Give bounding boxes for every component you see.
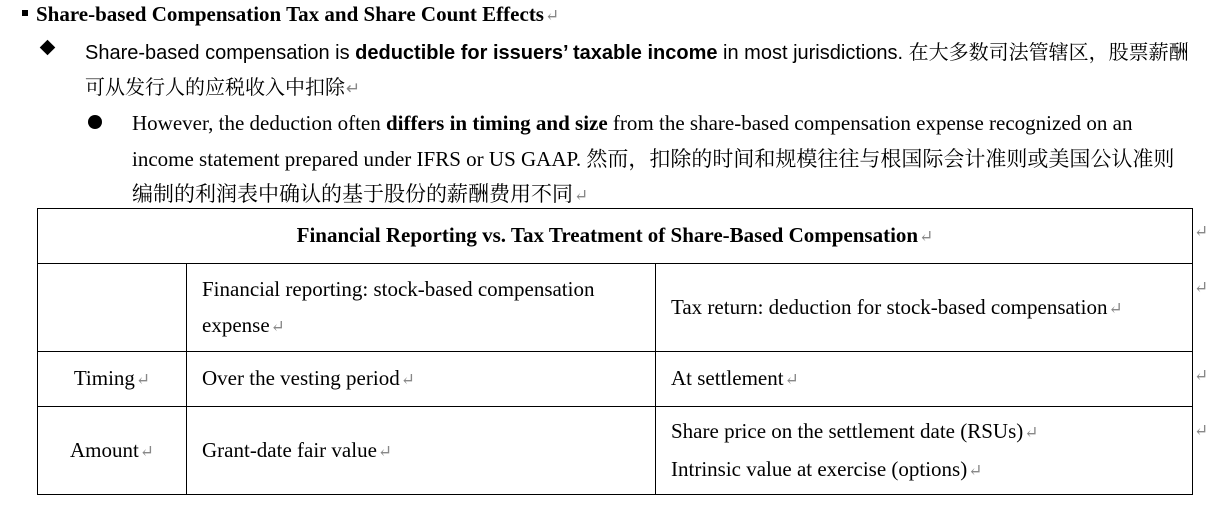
header-tax-return: Tax return: deduction for stock-based compensation↵ [656,264,1193,352]
diamond-bullet-icon [40,40,56,56]
bullet-deductible-text: Share-based compensation is deductible for issuers’ taxable income in most jurisdictions. 在大多数司法管辖区，股票薪酬可从发行人的应税收入中扣除↵ [85,42,1189,99]
amount-tax: Share price on the settlement date (RSUs)↵ Intrinsic value at exercise (options)↵ [656,407,1193,495]
return-mark-icon: ↵ [784,370,799,389]
bullet-timing-size-text: However, the deduction often differs in timing and size from the share-based compensation expense recognized on an income statement prepared under IFRS or US GAAP. 然而，扣除的时间和规模往往与根国际会计准则或美国公认准则编制的利润表中确认的基于股份的薪酬费用不同↵ [132,111,1175,206]
table-title-row [38,209,1193,264]
return-mark-icon: ↵ [346,79,361,98]
timing-tax: At settlement↵ [656,352,1193,407]
table-title: Financial Reporting vs. Tax Treatment of Share-Based Compensation↵ [38,209,1193,264]
return-mark-icon: ↵ [270,316,285,336]
return-mark-icon: ↵ [1194,421,1209,440]
section-heading: Share-based Compensation Tax and Share Count Effects↵ [22,2,559,27]
amount-financial: Grant-date fair value↵ [187,407,656,495]
return-mark-icon: ↵ [544,6,560,25]
return-mark-icon: ↵ [1194,222,1209,241]
return-mark-icon: ↵ [1024,422,1039,442]
timing-financial: Over the vesting period↵ [187,352,656,407]
row-label-timing: Timing↵ [38,352,187,407]
table-row [38,407,1193,495]
return-mark-icon: ↵ [139,441,155,461]
return-mark-icon: ↵ [1194,366,1209,385]
table-row [38,352,1193,407]
return-mark-icon: ↵ [574,186,589,205]
header-financial-reporting: Financial reporting: stock-based compensation expense↵ [187,264,656,352]
comparison-table [37,208,1193,495]
square-bullet-icon [22,10,28,16]
return-mark-icon: ↵ [1194,278,1209,297]
row-label-amount: Amount↵ [38,407,187,495]
header-empty-cell [38,264,187,352]
return-mark-icon: ↵ [400,370,415,389]
return-mark-icon: ↵ [968,460,983,480]
return-mark-icon: ↵ [919,227,934,246]
round-bullet-icon [88,115,102,129]
return-mark-icon: ↵ [377,441,393,461]
return-mark-icon: ↵ [135,370,151,389]
table-header-row [38,264,1193,352]
return-mark-icon: ↵ [1108,298,1123,318]
